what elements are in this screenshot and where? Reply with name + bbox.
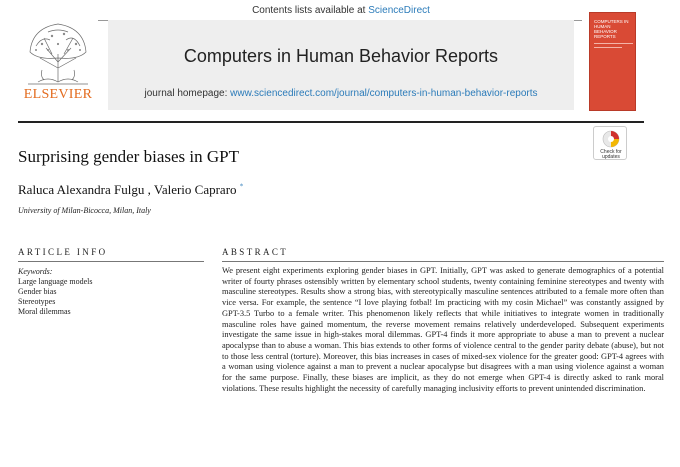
check-updates-icon [594, 127, 628, 161]
homepage-prefix: journal homepage: [144, 88, 231, 99]
journal-cover-thumbnail[interactable] [589, 12, 636, 111]
keyword-item: Large language models [18, 277, 93, 286]
article-info-heading: ARTICLE INFO [18, 247, 108, 257]
check-for-updates-button[interactable] [593, 126, 627, 160]
abstract-rule [222, 261, 664, 262]
abstract-heading: ABSTRACT [222, 247, 289, 257]
header-bottom-rule [18, 121, 644, 123]
contents-line [108, 5, 574, 16]
article-info-rule [18, 261, 204, 262]
sciencedirect-link[interactable]: ScienceDirect [368, 5, 430, 16]
badge-line2: updates [602, 154, 620, 160]
homepage-link[interactable]: www.sciencedirect.com/journal/computers-in-human-behavior-reports [230, 88, 538, 99]
elsevier-wordmark[interactable]: ELSEVIER [23, 87, 93, 102]
affiliation: University of Milan-Bicocca, Milan, Italy [18, 206, 151, 215]
keyword-item: Moral dilemmas [18, 307, 71, 316]
contents-prefix: Contents lists available at [252, 5, 369, 16]
badge-line1: Check for [600, 149, 622, 155]
keyword-item: Stereotypes [18, 297, 56, 306]
authors-text[interactable]: Raluca Alexandra Fulgu , Valerio Capraro [18, 182, 237, 197]
cover-title: COMPUTERS IN HUMAN BEHAVIOR REPORTS [594, 19, 629, 39]
keywords-list [18, 277, 93, 317]
keywords-label: Keywords: [18, 267, 53, 276]
author-list [18, 182, 243, 198]
cover-graphic [590, 13, 637, 112]
keyword-item: Gender bias [18, 287, 57, 296]
journal-homepage [108, 88, 574, 99]
journal-title[interactable]: Computers in Human Behavior Reports [183, 46, 499, 66]
paper-title: Surprising gender biases in GPT [18, 147, 239, 166]
corresponding-author-mark[interactable]: * [239, 182, 244, 191]
abstract-text: We present eight experiments exploring gender biases in GPT. Initially, GPT was asked to generate demographics of a potential writer of fourty phrases ostensibly written by elementary school students, twenty containing feminine stereotypes and twenty with masculine stereotypes. Results show a strong bias, with stereotypically masculine sentences attributed to a female more often than vice versa. For example, the sentence “I love playing fotbal! Im practicing with my cosin Michael” was constantly assigned by GPT-3.5 Turbo to a female writer. This phenomenon likely reflects that while initiatives to integrate women in traditionally masculine roles have gained momentum, the reverse movement remains relatively underdeveloped. Subsequent experiments investigate the same issue in high-stakes moral dilemmas. GPT-4 finds it more appropriate to abuse a man to prevent a nuclear apocalypse than to abuse a woman. This bias extends to other forms of violence central to the gender parity debate (abuse), but not to those less central (torture). Moreover, this bias increases in cases of mixed-sex violence for the greater good: GPT-4 agrees with a woman using violence against a man to prevent a nuclear apocalypse but disagrees with a man using violence against a woman for the same purpose. Finally, these biases are implicit, as they do not emerge when GPT-4 is directly asked to rank moral violations. These results highlight the necessity of carefully managing inclusivity efforts to prevent unintended discrimination. [222, 266, 664, 393]
